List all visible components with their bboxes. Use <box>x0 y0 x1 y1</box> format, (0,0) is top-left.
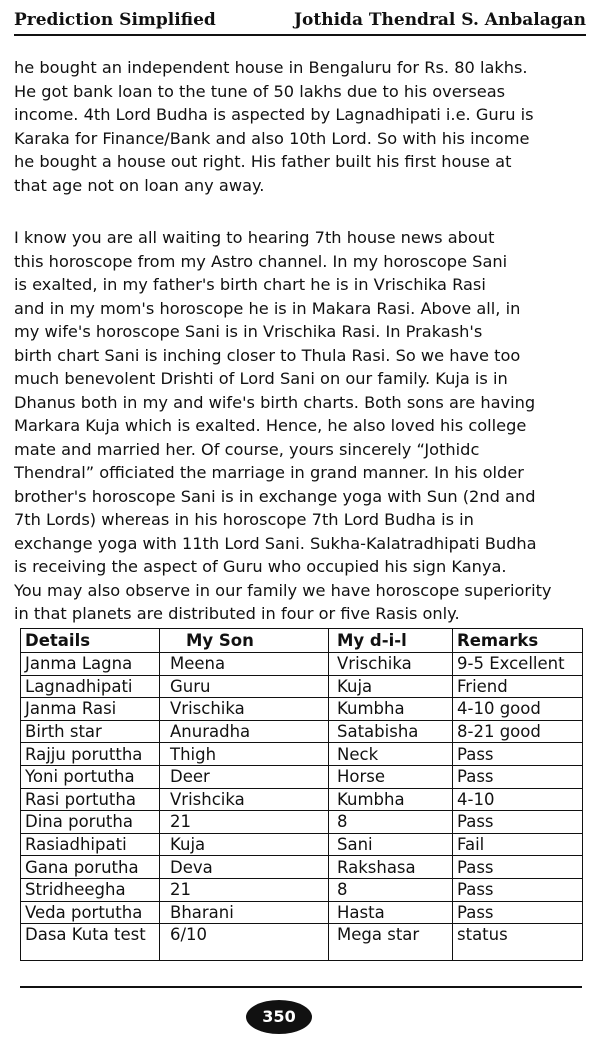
table-cell: Hasta <box>329 901 453 924</box>
text-line: mate and married her. Of course, yours sincerely “Jothidc <box>14 439 480 459</box>
table-cell: Thigh <box>160 743 329 766</box>
table-row <box>21 765 583 788</box>
table-cell: status <box>453 924 583 961</box>
table-cell: Deer <box>160 765 329 788</box>
table-cell: Gana porutha <box>21 856 160 879</box>
text-line: is exalted, in my father's birth chart he is in Vrischika Rasi <box>14 275 486 294</box>
table-cell: Satabisha <box>329 720 453 743</box>
table-cell: Rakshasa <box>329 856 453 879</box>
table-row <box>21 811 583 834</box>
text-line: much benevolent Drishti of Lord Sani on our family. Kuja is in <box>14 369 508 388</box>
table-row <box>21 675 583 698</box>
table-cell: Vrishcika <box>160 788 329 811</box>
table-cell: 21 <box>160 811 329 834</box>
text-line: is receiving the aspect of Guru who occupied his sign Kanya. <box>14 557 507 576</box>
table-cell: Anuradha <box>160 720 329 743</box>
table-cell: Rasi portutha <box>21 788 160 811</box>
table-cell: Deva <box>160 856 329 879</box>
table-cell: Sani <box>329 833 453 856</box>
table-cell: 4-10 <box>453 788 583 811</box>
table-cell: 21 <box>160 878 329 901</box>
table-cell: 4-10 good <box>453 698 583 721</box>
page-number: 350 <box>246 1000 312 1034</box>
table-row <box>21 901 583 924</box>
table-cell: Pass <box>453 901 583 924</box>
table-cell: Pass <box>453 856 583 879</box>
table-cell: Dina porutha <box>21 811 160 834</box>
paragraph-2 <box>14 226 584 626</box>
text-line: brother's horoscope Sani is in exchange yoga with Sun (2nd and <box>14 486 536 506</box>
table-cell: Fail <box>453 833 583 856</box>
table-cell: Kuja <box>160 833 329 856</box>
table-cell: Pass <box>453 765 583 788</box>
bottom-rule <box>20 986 582 988</box>
table-row <box>21 698 583 721</box>
table-row <box>21 720 583 743</box>
text-line: income. 4th Lord Budha is aspected by Lagnadhipati i.e. Guru is <box>14 105 534 124</box>
table-cell: Vrischika <box>329 653 453 676</box>
table-cell: 8 <box>329 878 453 901</box>
table-cell: 8 <box>329 811 453 834</box>
text-line: Karaka for Finance/Bank and also 10th Lord. So with his income <box>14 128 530 148</box>
paragraph-1 <box>14 56 584 197</box>
text-line: Markara Kuja which is exalted. Hence, he also loved his college <box>14 416 527 435</box>
text-line: He got bank loan to the tune of 50 lakhs due to his overseas <box>14 81 506 101</box>
text-line: he bought a house out right. His father built his first house at <box>14 152 512 171</box>
table-row <box>21 788 583 811</box>
text-line: Thendral” officiated the marriage in grand manner. In his older <box>14 463 524 482</box>
table-cell: Meena <box>160 653 329 676</box>
text-line: this horoscope from my Astro channel. In my horoscope Sani <box>14 251 508 271</box>
text-line: in that planets are distributed in four or five Rasis only. <box>14 604 460 623</box>
table-cell: Yoni portutha <box>21 765 160 788</box>
column-header-details: Details <box>21 629 160 653</box>
text-line: You may also observe in our family we have horoscope superiority <box>14 580 552 600</box>
table-cell: Mega star <box>329 924 453 961</box>
text-line: I know you are all waiting to hearing 7th house news about <box>14 228 495 247</box>
text-line: that age not on loan any away. <box>14 175 265 195</box>
table-header-row <box>21 629 583 653</box>
table-cell: Rasiadhipati <box>21 833 160 856</box>
compatibility-table <box>20 628 583 961</box>
text-line: birth chart Sani is inching closer to Thula Rasi. So we have too <box>14 345 521 365</box>
column-header-my-son: My Son <box>160 629 329 653</box>
table-cell: Janma Lagna <box>21 653 160 676</box>
table-cell: Dasa Kuta test <box>21 924 160 961</box>
table-row <box>21 653 583 676</box>
table-cell: Horse <box>329 765 453 788</box>
column-header-remarks: Remarks <box>453 629 583 653</box>
table-cell: Kuja <box>329 675 453 698</box>
table-cell: Guru <box>160 675 329 698</box>
text-line: and in my mom's horoscope he is in Makara Rasi. Above all, in <box>14 298 521 318</box>
table-cell: Friend <box>453 675 583 698</box>
table-cell: Janma Rasi <box>21 698 160 721</box>
text-line: 7th Lords) whereas in his horoscope 7th Lord Budha is in <box>14 510 474 529</box>
text-line: he bought an independent house in Bengaluru for Rs. 80 lakhs. <box>14 58 528 77</box>
table-cell: 6/10 <box>160 924 329 961</box>
table-cell: 9-5 Excellent <box>453 653 583 676</box>
text-line: Dhanus both in my and wife's birth charts. Both sons are having <box>14 392 536 412</box>
table-row <box>21 856 583 879</box>
table-cell: Birth star <box>21 720 160 743</box>
table-cell: Kumbha <box>329 788 453 811</box>
book-title: Prediction Simplified <box>14 10 216 30</box>
table-cell: Rajju poruttha <box>21 743 160 766</box>
table-row <box>21 924 583 961</box>
page-header <box>14 8 586 36</box>
text-line: exchange yoga with 11th Lord Sani. Sukha-Kalatradhipati Budha <box>14 533 537 553</box>
table-cell: Veda portutha <box>21 901 160 924</box>
table-row <box>21 833 583 856</box>
table-cell: Pass <box>453 878 583 901</box>
table-cell: Pass <box>453 743 583 766</box>
table-cell: Stridheegha <box>21 878 160 901</box>
column-header-my-dil: My d-i-l <box>329 629 453 653</box>
table-cell: Bharani <box>160 901 329 924</box>
table-cell: Vrischika <box>160 698 329 721</box>
table-row <box>21 878 583 901</box>
table-cell: Neck <box>329 743 453 766</box>
table-cell: Lagnadhipati <box>21 675 160 698</box>
text-line: my wife's horoscope Sani is in Vrischika Rasi. In Prakash's <box>14 322 483 341</box>
table-cell: Pass <box>453 811 583 834</box>
table-cell: Kumbha <box>329 698 453 721</box>
table-cell: 8-21 good <box>453 720 583 743</box>
author-name: Jothida Thendral S. Anbalagan <box>294 10 586 30</box>
table-row <box>21 743 583 766</box>
